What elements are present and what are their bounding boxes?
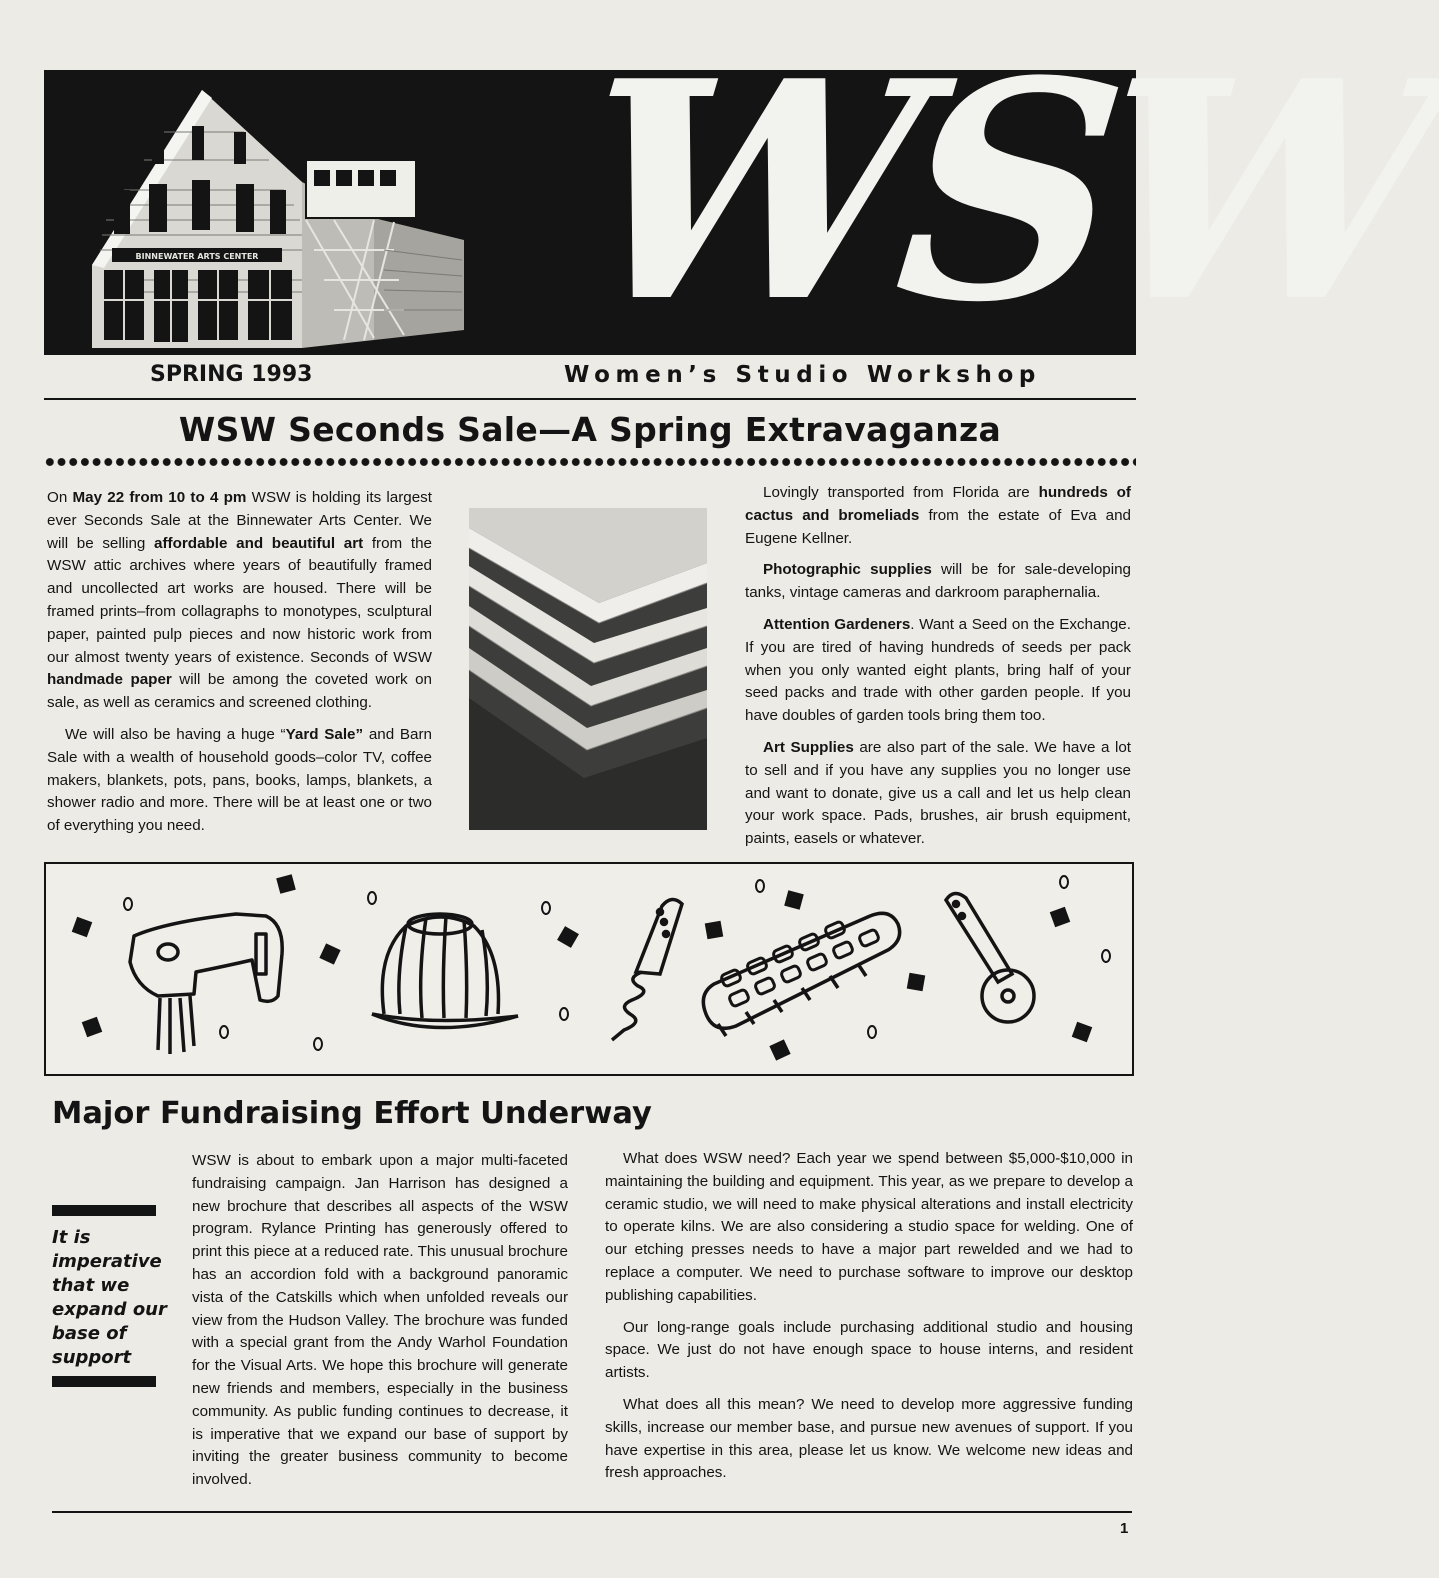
fundraising-column-right bbox=[605, 1148, 1133, 1494]
ice-tray-icon bbox=[703, 913, 899, 1036]
top-rule bbox=[44, 398, 1136, 400]
seconds-sale-headline: WSW Seconds Sale—A Spring Extravaganza bbox=[178, 410, 1002, 449]
pull-quote-bar-bottom bbox=[52, 1376, 156, 1387]
fundraising-headline: Major Fundraising Effort Underway bbox=[52, 1096, 652, 1131]
fundraising-column-left bbox=[192, 1150, 568, 1501]
organization-name: Women’s Studio Workshop bbox=[564, 362, 1041, 388]
seconds-sale-column-left bbox=[47, 487, 432, 847]
article-paragraph: What does WSW need? Each year we spend between $5,000-$10,000 in maintaining the building and equipment. This year, as we prepare to develop a ceramic studio, we will need to make physical alterations and install electricity to operate kilns. We are also considering a studio space for welding. One of our etching presses needs to have a major part rewelded and we had to replace a computer. We need to purchase software to improve our desktop publishing capabilities. bbox=[605, 1150, 1133, 1304]
page-number: 1 bbox=[1120, 1520, 1129, 1537]
wsw-logo: WSW bbox=[565, 15, 1439, 368]
pull-quote: It is imperative that we expand our base of support bbox=[52, 1227, 167, 1368]
corkscrew-icon bbox=[612, 899, 682, 1040]
article-paragraph: WSW is about to embark upon a major multi-faceted fundraising campaign. Jan Harrison has designed a new brochure that describes all aspects of the WSW program. Rylance Printing has generously offered to print this piece at a reduced rate. This unusual brochure has an accordion fold with a background panoramic vista of the Catskills which when unfolded reveals our view from the Hudson Valley. The brochure was funded with a special grant from the Andy Warhol Foundation for the Visual Arts. We hope this brochure will generate new friends and members, especially in the business community. As public funding continues to decrease, it is imperative that we expand our base of support by inviting the greater business community to become involved. bbox=[192, 1152, 568, 1489]
article-paragraph: Art Supplies are also part of the sale. We have a lot to sell and if you have any supplies you no longer use and want to donate, give us a call and let us help clean your work space. Pads, brushes, air brush equipment, paints, easels or whatever. bbox=[745, 738, 1131, 848]
article-paragraph: Our long-range goals include purchasing additional studio and housing space. We just do not have enough space to house interns, and resident artists. bbox=[605, 1318, 1133, 1382]
building-illustration bbox=[44, 70, 604, 355]
article-paragraph: What does all this mean? We need to develop more aggressive funding skills, increase our member base, and pursue new avenues of support. If you have expertise in this area, please let us know. We welcome new ideas and fresh approaches. bbox=[605, 1395, 1133, 1482]
jello-mold-icon bbox=[372, 914, 518, 1028]
building-sign-text: BINNEWATER ARTS CENTER bbox=[135, 252, 259, 261]
handmade-paper-photo bbox=[469, 508, 707, 830]
issue-date: SPRING 1993 bbox=[150, 362, 313, 387]
seconds-sale-column-right bbox=[745, 482, 1131, 860]
pull-quote-bar-top bbox=[52, 1205, 156, 1216]
article-paragraph: Photographic supplies will be for sale-developing tanks, vintage cameras and darkroom paraphernalia. bbox=[745, 561, 1131, 602]
household-items-illustration bbox=[44, 862, 1134, 1076]
masthead-banner bbox=[44, 15, 1439, 368]
bottom-rule bbox=[52, 1511, 1132, 1513]
confetti-circles bbox=[124, 876, 1110, 1050]
article-paragraph: On May 22 from 10 to 4 pm WSW is holding its largest ever Seconds Sale at the Binnewater Arts Center. We will be selling affordable and beautiful art from the WSW attic archives where years of beautifully framed and uncollected art works are housed. There will be framed prints–from collagraphs to monotypes, sculptural paper, painted pulp pieces and now historic work from our almost twenty years of existence. Seconds of WSW handmade paper will be among the coveted work on sale, as well as ceramics and screened clothing. bbox=[47, 489, 432, 712]
hand-mixer-icon bbox=[130, 914, 282, 1054]
dotted-divider bbox=[44, 455, 1136, 469]
article-paragraph: Lovingly transported from Florida are hundreds of cactus and bromeliads from the estate of Eva and Eugene Kellner. bbox=[745, 484, 1131, 547]
article-paragraph: We will also be having a huge “Yard Sale” and Barn Sale with a wealth of household goods–color TV, coffee makers, blankets, pots, pans, books, lamps, blankets, a shower radio and more. There will be at least one or two of everything you need. bbox=[47, 725, 432, 835]
article-paragraph: Attention Gardeners. Want a Seed on the Exchange. If you are tired of having hundreds of seeds per pack when you only wanted eight plants, bring half of your seed packs and trade with other garden people. If you have doubles of garden tools bring them too. bbox=[745, 615, 1131, 725]
pizza-cutter-icon bbox=[946, 893, 1034, 1022]
